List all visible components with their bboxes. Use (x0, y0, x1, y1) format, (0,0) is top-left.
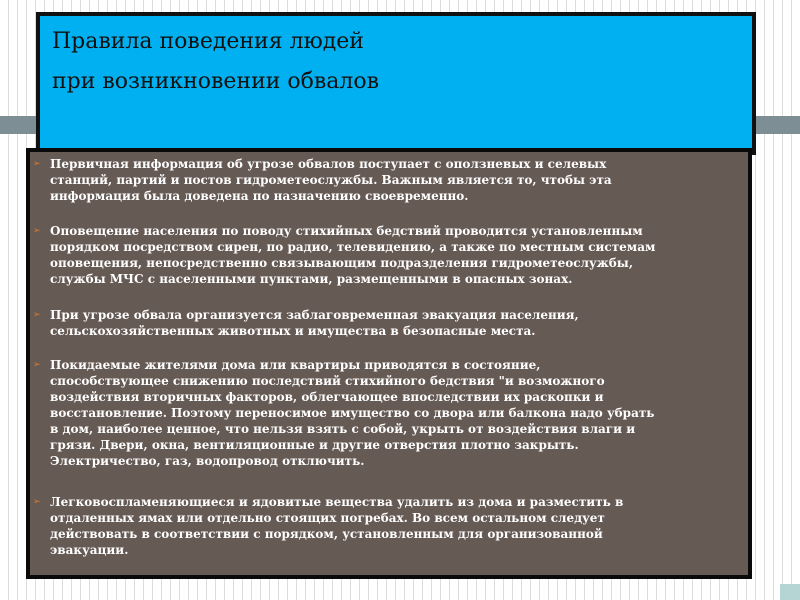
paragraph-hazardous-substances (50, 494, 623, 558)
paragraph-line: способствующее снижению последствий стихийного бедствия "и возможного (50, 374, 605, 388)
paragraph-line: воздействия вторичных факторов, облегчающее впоследствии их раскопки и (50, 390, 604, 404)
bullet-arrow-icon: ➢ (33, 226, 41, 236)
paragraph-line: сельскохозяйственных животных и имущества в безопасные места. (50, 324, 536, 338)
paragraph-house-preparation (50, 357, 654, 469)
paragraph-line: информация была доведена по назначению своевременно. (50, 189, 469, 203)
bullet-arrow-icon: ➢ (33, 310, 41, 320)
paragraph-line: службы МЧС с населенными пунктами, размещенными в опасных зонах. (50, 272, 573, 286)
paragraph-line: порядком посредством сирен, по радио, телевидению, а также по местным системам (50, 240, 656, 254)
bullet-arrow-icon: ➢ (33, 497, 41, 507)
bullet-arrow-icon: ➢ (33, 360, 41, 370)
paragraph-line: эвакуации. (50, 543, 129, 557)
paragraph-line: Оповещение населения по поводу стихийных бедствий проводится установленным (50, 224, 643, 238)
slide-title-line-2: при возникновении обвалов (52, 69, 380, 94)
paragraph-line: Легковоспламеняющиеся и ядовитые вещества удалить из дома и разместить в (50, 495, 624, 509)
paragraph-line: грязи. Двери, окна, вентиляционные и другие отверстия плотно закрыть. (50, 438, 579, 452)
paragraph-line: Электричество, газ, водопровод отключить. (50, 454, 365, 468)
paragraph-first-information (50, 156, 612, 204)
paragraph-line: станций, партий и постов гидрометеослужбы. Важным является то, чтобы эта (50, 173, 612, 187)
paragraph-line: оповещения, непосредственно связывающим подразделения гидрометеослужбы, (50, 256, 634, 270)
slide-title-box (36, 12, 756, 155)
slide-content-box (26, 148, 752, 579)
paragraph-evacuation (50, 307, 579, 339)
background-corner-accent (780, 584, 800, 600)
paragraph-line: действовать в соответствии с порядком, установленным для организованной (50, 527, 603, 541)
paragraph-line: Покидаемые жителями дома или квартиры приводятся в состояние, (50, 358, 541, 372)
paragraph-population-alert (50, 223, 655, 287)
paragraph-line: в дом, наиболее ценное, что нельзя взять с собой, укрыть от воздействия влаги и (50, 422, 636, 436)
paragraph-line: При угрозе обвала организуется заблаговременная эвакуация населения, (50, 308, 579, 322)
paragraph-line: восстановление. Поэтому переносимое имущество со двора или балкона надо убрать (50, 406, 655, 420)
slide-title-line-1: Правила поведения людей (52, 29, 364, 54)
bullet-arrow-icon: ➢ (33, 159, 41, 169)
paragraph-line: отдаленных ямах или отдельно стоящих погребах. Во всем остальном следует (50, 511, 605, 525)
paragraph-line: Первичная информация об угрозе обвалов поступает с оползневых и селевых (50, 157, 607, 171)
